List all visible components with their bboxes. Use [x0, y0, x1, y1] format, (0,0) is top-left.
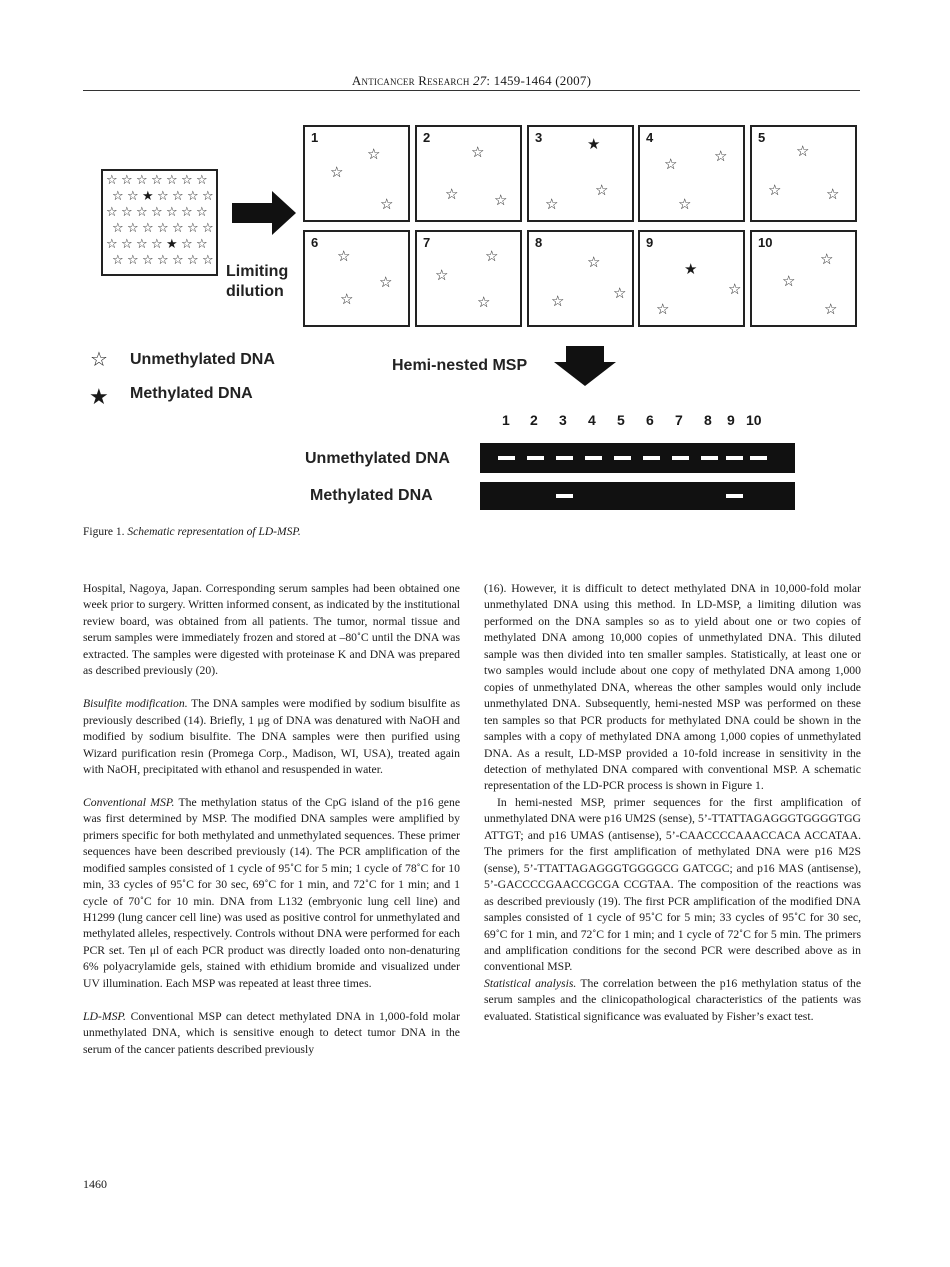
lane-number: 6: [646, 412, 654, 428]
open-star-icon: ☆: [136, 205, 148, 220]
volume: 27: [472, 73, 487, 88]
open-star-icon: ☆: [172, 221, 184, 236]
open-star-icon: ☆: [181, 205, 193, 220]
gel-band: [726, 456, 743, 460]
open-star-icon: ☆: [796, 142, 810, 160]
paragraph: [484, 976, 861, 1025]
paragraph-text: The DNA samples were modified by sodium bisulfite as previously described (14). Briefly, 1 μg of DNA was denatured with NaOH and modified by sodium bisulfite. The DNA samples were then purified using Wizard purification resin (Promega Corp., Madison, WI, USA), treated again with NaOH, precipitated with ethanol and resuspended in water.: [83, 697, 460, 776]
open-star-icon: ☆: [106, 173, 118, 188]
open-star-icon: ☆: [106, 205, 118, 220]
open-star-icon: ☆: [157, 253, 169, 268]
open-star-icon: ☆: [112, 189, 124, 204]
sample-number: 6: [311, 235, 319, 250]
paragraph-text: Hospital, Nagoya, Japan. Corresponding serum samples had been obtained one week prior to surgery. Written informed consent, as indicated by the institutional review board, was obtained from all patients. The tumor, normal tissue and serum samples were immediately frozen and stored at –80˚C until the DNA was extracted. The samples were digested with proteinase K and DNA was prepared as described previously (20).: [83, 582, 460, 678]
open-star-icon: ☆: [166, 173, 178, 188]
open-star-icon: ☆: [127, 221, 139, 236]
open-star-icon: ☆: [121, 205, 133, 220]
open-star-icon: ☆: [157, 189, 169, 204]
open-star-icon: ☆: [202, 221, 214, 236]
gel-band: [701, 456, 718, 460]
open-star-icon: ☆: [494, 191, 508, 209]
open-star-icon: ☆: [187, 253, 199, 268]
open-star-icon: ☆: [551, 292, 565, 310]
paragraph: [484, 795, 861, 976]
paragraph-text: The correlation between the p16 methylation status of the serum samples and the clinicopathological characteristics of the patients was evaluated. Statistical significance was evaluated by Fisher’s exact test.: [484, 976, 862, 1023]
paragraph: [83, 696, 460, 778]
open-star-icon: ☆: [820, 250, 834, 268]
open-star-icon: ☆: [172, 253, 184, 268]
sample-number: 5: [758, 130, 766, 145]
legend-methylated: Methylated DNA: [130, 385, 253, 402]
right-arrow-icon: [232, 191, 296, 235]
open-star-icon: ☆: [545, 195, 559, 213]
open-star-icon: ☆: [728, 280, 742, 298]
sample-number: 9: [646, 235, 654, 250]
journal-name: Anticancer Research: [351, 73, 470, 88]
open-star-icon: ☆: [157, 221, 169, 236]
sample-box: [638, 125, 745, 222]
sample-number: 10: [758, 235, 773, 250]
sample-box: [527, 125, 634, 222]
paragraph: [484, 581, 861, 795]
caption-text: Schematic representation of LD-MSP.: [127, 526, 301, 538]
sample-box: [638, 230, 745, 327]
open-star-icon: ☆: [187, 189, 199, 204]
open-star-icon: ☆: [151, 173, 163, 188]
lane-number: 10: [746, 412, 762, 428]
paragraph: [83, 795, 460, 992]
gel-band: [498, 456, 515, 460]
open-star-icon: ☆: [202, 253, 214, 268]
filled-star-icon: ★: [89, 385, 109, 410]
filled-star-icon: ★: [587, 135, 601, 153]
open-star-icon: ☆: [136, 237, 148, 252]
open-star-icon: ☆: [613, 284, 627, 302]
left-column: [83, 581, 460, 1075]
open-star-icon: ☆: [196, 237, 208, 252]
paragraph: [83, 581, 460, 680]
open-star-icon: ☆: [121, 237, 133, 252]
open-star-icon: ☆: [172, 189, 184, 204]
open-star-icon: ☆: [435, 266, 449, 284]
open-star-icon: ☆: [142, 253, 154, 268]
gel-methylated-row: [480, 482, 795, 510]
gel-band: [672, 456, 689, 460]
open-star-icon: ☆: [768, 181, 782, 199]
label-line: dilution: [226, 283, 284, 300]
open-star-icon: ☆: [106, 237, 118, 252]
legend-unmethylated: Unmethylated DNA: [130, 351, 275, 368]
open-star-icon: ☆: [121, 173, 133, 188]
sample-box: [303, 125, 410, 222]
sample-number: 2: [423, 130, 431, 145]
lane-number: 7: [675, 412, 683, 428]
gel-band: [614, 456, 631, 460]
open-star-icon: ☆: [379, 273, 393, 291]
gel-unmethylated-row: [480, 443, 795, 473]
open-star-icon: ☆: [90, 347, 108, 371]
gel-unmethylated-label: Unmethylated DNA: [305, 450, 450, 467]
open-star-icon: ☆: [112, 253, 124, 268]
open-star-icon: ☆: [595, 181, 609, 199]
gel-band: [643, 456, 660, 460]
page-number: 1460: [83, 1177, 107, 1191]
sample-box: [415, 230, 522, 327]
open-star-icon: ☆: [485, 247, 499, 265]
label-line: Limiting: [226, 263, 289, 280]
caption-prefix: Figure 1.: [83, 526, 125, 538]
sample-box: [750, 125, 857, 222]
open-star-icon: ☆: [445, 185, 459, 203]
open-star-icon: ☆: [367, 145, 381, 163]
lane-number: 2: [530, 412, 538, 428]
open-star-icon: ☆: [187, 221, 199, 236]
paragraph-heading: Statistical analysis.: [484, 976, 577, 990]
gel-band: [527, 456, 544, 460]
paragraph-heading: Conventional MSP.: [83, 795, 175, 809]
right-column: [484, 581, 861, 1042]
lane-number: 4: [588, 412, 596, 428]
sample-number: 1: [311, 130, 319, 145]
open-star-icon: ☆: [656, 300, 670, 318]
gel-band: [585, 456, 602, 460]
paragraph: [83, 1009, 460, 1058]
open-star-icon: ☆: [714, 147, 728, 165]
open-star-icon: ☆: [196, 205, 208, 220]
figure-caption: [83, 526, 301, 538]
open-star-icon: ☆: [477, 293, 491, 311]
open-star-icon: ☆: [380, 195, 394, 213]
paragraph-heading: Bisulfite modification.: [83, 697, 188, 711]
open-star-icon: ☆: [330, 163, 344, 181]
lane-number: 3: [559, 412, 567, 428]
open-star-icon: ☆: [678, 195, 692, 213]
open-star-icon: ☆: [664, 155, 678, 173]
gel-methylated-label: Methylated DNA: [310, 487, 433, 504]
sample-box: [750, 230, 857, 327]
sample-number: 8: [535, 235, 543, 250]
filled-star-icon: ★: [684, 260, 698, 278]
open-star-icon: ☆: [181, 237, 193, 252]
lane-number: 9: [727, 412, 735, 428]
paragraph-text: The methylation status of the CpG island of the p16 gene was first determined by MSP. The modified DNA samples were amplified by primers specific for both methylated and unmethylated sequences. These primer sequences have been described previously (14). The PCR amplification of the modified samples consisted of 1 cycle of 95˚C for 5 min; 1 cycle of 78˚C for 10 min, 33 cycles of 95˚C for 30 sec, 69˚C for 1 min, and 72˚C for 1 min; and 1 cycle of 70˚C for 10 min. DNA from L132 (embryonic lung cell line) and H1299 (lung cancer cell line) was used as positive control for unmethylated and methylated alleles, respectively. Controls without DNA were performed for each PCR set. Ten μl of each PCR product was directly loaded onto non-denaturing 6% polyacrylamide gels, stained with ethidium bromide and visualized under UV illumination. Each MSP was repeated at least three times.: [83, 795, 461, 990]
open-star-icon: ☆: [112, 221, 124, 236]
open-star-icon: ☆: [166, 205, 178, 220]
open-star-icon: ☆: [151, 237, 163, 252]
open-star-icon: ☆: [340, 290, 354, 308]
filled-star-icon: ★: [166, 237, 178, 252]
gel-band: [556, 494, 573, 498]
header-rule: [83, 90, 860, 91]
lane-number: 8: [704, 412, 712, 428]
sample-box: [415, 125, 522, 222]
page-range: 1459-1464 (2007): [493, 73, 592, 88]
sample-number: 3: [535, 130, 543, 145]
paragraph-heading: LD-MSP.: [83, 1009, 126, 1023]
gel-band: [726, 494, 743, 498]
paragraph-text: In hemi-nested MSP, primer sequences for the first amplification of unmethylated DNA were p16 UM2S (sense), 5’-TTATTAGAGGGTGGGGTGG ATTGT; and p16 UMAS (antisense), 5’-CAACCCCAAACCACA ACCATAA. The primers for the first amplification of methylated DNA were p16 M2S (sense), 5’-TTATTAGAGGGTGGGGCG GATCGC; and p16 MAS (antisense), 5’-GACCCCGAACCGCGA CCGTAA. The composition of the reactions was as described previously (19). The first PCR amplification of the modified DNA samples consisted of 1 cycle of 95˚C for 5 min; 33 cycles of 95˚C for 30 sec, 69˚C for 1 min, and 72˚C for 1 min; and 1 cycle of 72˚C for 5 min. The primers and amplification conditions for the second PCR were described above as in conventional MSP.: [484, 795, 861, 974]
sample-number: 4: [646, 130, 654, 145]
gel-band: [556, 456, 573, 460]
open-star-icon: ☆: [151, 205, 163, 220]
open-star-icon: ☆: [782, 272, 796, 290]
open-star-icon: ☆: [824, 300, 838, 318]
sample-box: [527, 230, 634, 327]
open-star-icon: ☆: [127, 253, 139, 268]
filled-star-icon: ★: [142, 189, 154, 204]
paragraph-text: (16). However, it is difficult to detect methylated DNA in 10,000-fold molar unmethylated DNA using this method. In LD-MSP, a limiting dilution was performed on the DNA samples so as to yield about one or two copies of methylated DNA among 10,000 copies of unmethylated DNA. This diluted sample was then divided into ten smaller samples. Statistically, at least one or two samples would include about one copy of methylated DNA among 1,000 copies of unmethylated DNA, whereas the other samples would only include unmethylated DNA. Subsequently, hemi-nested MSP was performed on these ten samples so that PCR products for methylated DNA could be shown in the samples with a copy of methylated DNA among 1,000 copies of unmethylated DNA. As a result, LD-MSP provided a 10-fold increase in sensitivity in the detection of methylated DNA compared with conventional MSP. A schematic representation of the LD-PCR process is shown in Figure 1.: [484, 582, 861, 793]
lane-number: 5: [617, 412, 625, 428]
hemi-nested-msp-label: Hemi-nested MSP: [392, 357, 528, 374]
stock-sample-box: [101, 169, 218, 276]
gel-band: [750, 456, 767, 460]
lane-number: 1: [502, 412, 510, 428]
open-star-icon: ☆: [181, 173, 193, 188]
open-star-icon: ☆: [337, 247, 351, 265]
paragraph-text: Conventional MSP can detect methylated DNA in 1,000-fold molar unmethylated DNA, which is sensitive enough to detect tumor DNA in the serum of the cancer patients described previously: [83, 1009, 460, 1056]
sample-number: 7: [423, 235, 431, 250]
open-star-icon: ☆: [127, 189, 139, 204]
open-star-icon: ☆: [471, 143, 485, 161]
down-arrow-icon: [554, 346, 616, 386]
sample-box: [303, 230, 410, 327]
open-star-icon: ☆: [202, 189, 214, 204]
running-header: Anticancer Research 27: 1459-1464 (2007): [351, 73, 592, 88]
open-star-icon: ☆: [142, 221, 154, 236]
open-star-icon: ☆: [826, 185, 840, 203]
open-star-icon: ☆: [196, 173, 208, 188]
limiting-dilution-label: [226, 262, 288, 302]
open-star-icon: ☆: [136, 173, 148, 188]
open-star-icon: ☆: [587, 253, 601, 271]
